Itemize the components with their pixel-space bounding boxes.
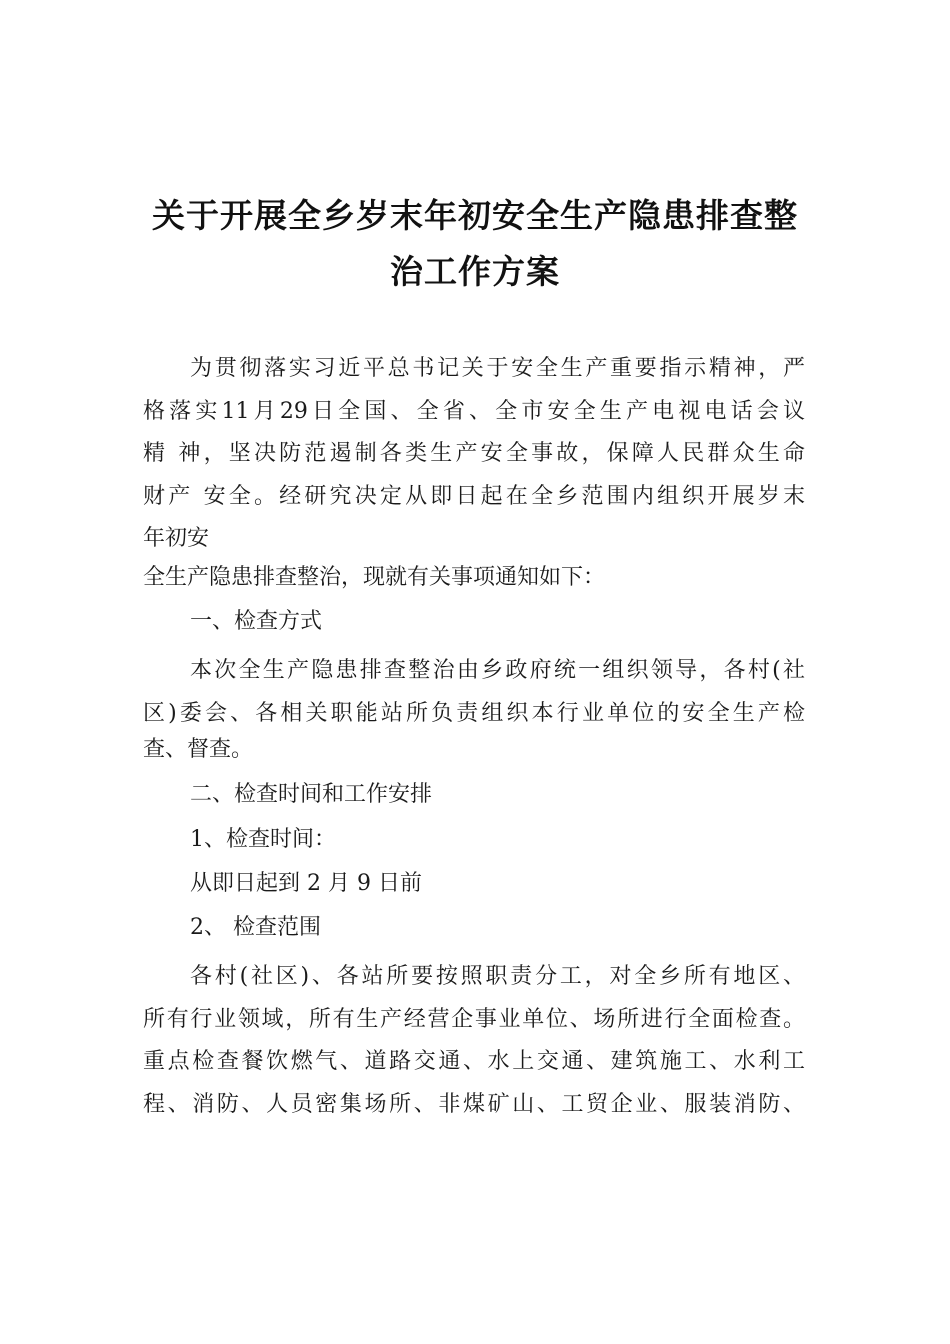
- document-title-line-2: 治工作方案: [390, 252, 560, 291]
- subsection-heading: 1、检查时间：: [190, 827, 336, 852]
- paragraph-line: 程、消防、人员密集场所、非煤矿山、工贸企业、服装消防、: [143, 1092, 805, 1117]
- section-heading: 一、检查方式: [190, 609, 323, 634]
- subsection-heading: 2、 检查范围: [190, 915, 321, 940]
- paragraph-line: 查、督查。: [143, 737, 254, 762]
- section-heading: 二、检查时间和工作安排: [190, 782, 433, 807]
- paragraph-line: 本次全生产隐患排查整治由乡政府统一组织领导，各村(社: [190, 658, 805, 683]
- paragraph-line: 各村(社区)、各站所要按照职责分工，对全乡所有地区、: [190, 964, 805, 989]
- paragraph-line: 重点检查餐饮燃气、道路交通、水上交通、建筑施工、水利工: [143, 1049, 805, 1074]
- paragraph-line: 年初安: [143, 526, 210, 551]
- paragraph-line: 财产 安全。经研究决定从即日起在全乡范围内组织开展岁末: [143, 484, 805, 509]
- paragraph-line: 精 神，坚决防范遏制各类生产安全事故，保障人民群众生命: [143, 441, 805, 466]
- paragraph-line: 为贯彻落实习近平总书记关于安全生产重要指示精神，严: [190, 356, 805, 381]
- paragraph-line: 格落实11月29日全国、全省、全市安全生产电视电话会议: [143, 399, 805, 424]
- paragraph-line: 区)委会、各相关职能站所负责组织本行业单位的安全生产检: [143, 701, 805, 726]
- paragraph-line: 所有行业领域，所有生产经营企事业单位、场所进行全面检查。: [143, 1007, 805, 1032]
- paragraph-line: 全生产隐患排查整治，现就有关事项通知如下：: [143, 565, 606, 590]
- paragraph-line: 从即日起到 2 月 9 日前: [190, 871, 422, 896]
- document-title-line-1: 关于开展全乡岁末年初安全生产隐患排查整: [152, 196, 798, 235]
